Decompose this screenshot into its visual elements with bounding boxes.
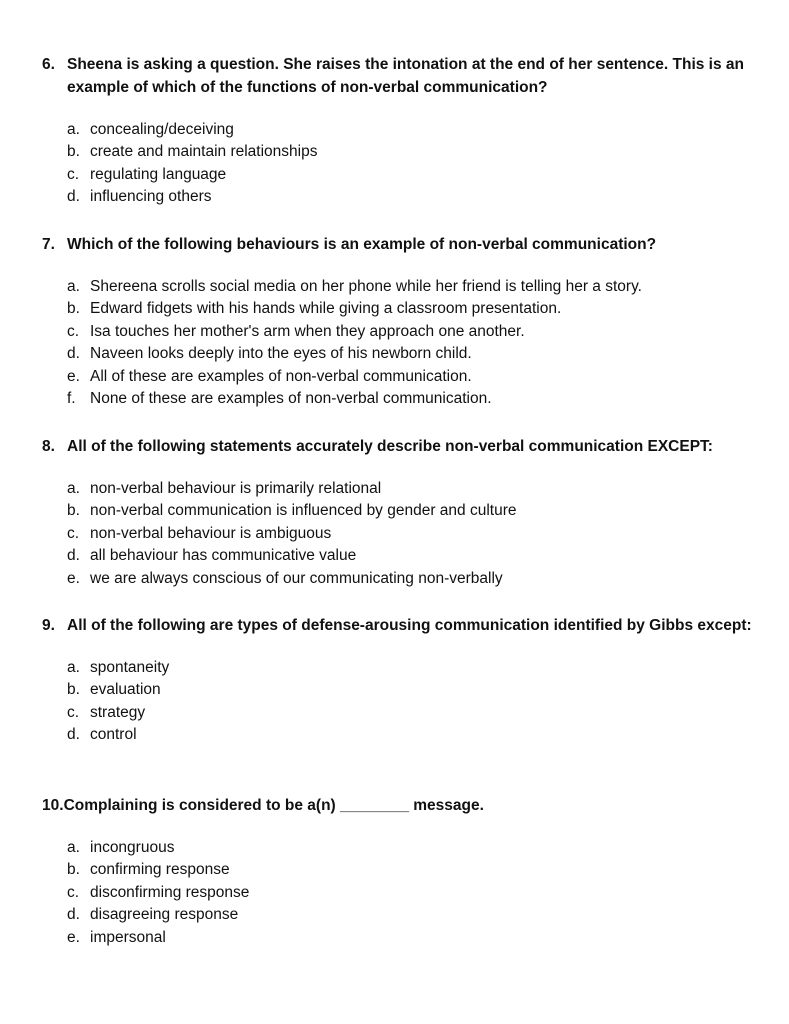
- option-item: [67, 523, 752, 545]
- option-item: [67, 164, 752, 186]
- option-item: [67, 141, 752, 163]
- option-letter: c.: [67, 703, 80, 721]
- option-letter: b.: [67, 143, 80, 161]
- option-letter: e.: [67, 367, 80, 385]
- option-item: [67, 859, 752, 881]
- question-7-stem: [42, 233, 752, 256]
- option-text: Isa touches her mother's arm when they approach one another.: [90, 322, 525, 340]
- option-text: All of these are examples of non-verbal communication.: [90, 367, 472, 385]
- option-letter: d.: [67, 906, 80, 924]
- option-letter: a.: [67, 278, 80, 295]
- option-item: [67, 657, 752, 679]
- question-number: 9.: [42, 617, 55, 634]
- question-text: All of the following are types of defense-arousing communication identified by Gibbs except:: [67, 617, 752, 634]
- question-10: [42, 794, 752, 949]
- option-item: [67, 545, 752, 567]
- option-letter: b.: [67, 502, 80, 520]
- option-letter: c.: [67, 883, 80, 901]
- option-item: [67, 276, 752, 298]
- option-item: [67, 321, 752, 343]
- question-8-stem: [42, 435, 752, 458]
- option-item: [67, 927, 752, 949]
- question-6-stem: [42, 53, 752, 99]
- question-number: 10.: [42, 797, 64, 814]
- option-item: [67, 702, 752, 724]
- question-10-stem: [42, 794, 752, 817]
- option-item: [67, 298, 752, 320]
- option-text: non-verbal behaviour is primarily relational: [90, 480, 382, 497]
- option-item: [67, 478, 752, 500]
- option-text: Naveen looks deeply into the eyes of his newborn child.: [90, 345, 472, 363]
- question-9: [42, 614, 752, 747]
- question-8: [42, 435, 752, 590]
- option-item: [67, 119, 752, 141]
- option-letter: b.: [67, 681, 80, 699]
- option-list: [42, 478, 752, 590]
- option-letter: c.: [67, 165, 80, 183]
- option-letter: e.: [67, 569, 80, 587]
- option-item: [67, 724, 752, 746]
- question-6: [42, 53, 752, 209]
- option-text: Shereena scrolls social media on her phone while her friend is telling her a story.: [90, 278, 642, 295]
- option-letter: a.: [67, 121, 80, 138]
- question-number: 7.: [42, 236, 55, 253]
- option-letter: c.: [67, 322, 80, 340]
- option-item: [67, 568, 752, 590]
- option-item: [67, 388, 752, 410]
- option-text: create and maintain relationships: [90, 143, 318, 161]
- option-item: [67, 500, 752, 522]
- option-list: [42, 837, 752, 949]
- option-item: [67, 366, 752, 388]
- option-text: Edward fidgets with his hands while giving a classroom presentation.: [90, 300, 562, 318]
- option-text: concealing/deceiving: [90, 121, 234, 138]
- option-text: non-verbal behaviour is ambiguous: [90, 524, 332, 542]
- option-text: incongruous: [90, 839, 175, 856]
- option-text: disconfirming response: [90, 883, 250, 901]
- option-item: [67, 837, 752, 859]
- option-text: confirming response: [90, 861, 230, 879]
- option-letter: c.: [67, 524, 80, 542]
- option-text: control: [90, 726, 137, 744]
- option-item: [67, 882, 752, 904]
- option-letter: a.: [67, 659, 80, 676]
- option-letter: f.: [67, 390, 76, 408]
- question-text: Which of the following behaviours is an example of non-verbal communication?: [67, 236, 657, 253]
- option-list: [42, 276, 752, 410]
- option-text: spontaneity: [90, 659, 170, 676]
- option-text: impersonal: [90, 928, 166, 946]
- option-text: influencing others: [90, 188, 212, 206]
- option-letter: d.: [67, 547, 80, 565]
- option-list: [42, 119, 752, 209]
- option-text: None of these are examples of non-verbal communication.: [90, 390, 492, 408]
- option-text: all behaviour has communicative value: [90, 547, 357, 565]
- option-item: [67, 679, 752, 701]
- option-text: evaluation: [90, 681, 161, 699]
- question-text: Sheena is asking a question. She raises the intonation at the end of her sentence. This is an example of which of the functions of non-verbal communication?: [67, 56, 744, 96]
- option-letter: e.: [67, 928, 80, 946]
- option-text: disagreeing response: [90, 906, 239, 924]
- question-text: All of the following statements accurately describe non-verbal communication EXCEPT:: [67, 438, 713, 455]
- option-letter: a.: [67, 480, 80, 497]
- option-letter: a.: [67, 839, 80, 856]
- option-text: strategy: [90, 703, 146, 721]
- option-text: regulating language: [90, 165, 227, 183]
- question-text: Complaining is considered to be a(n) ________ message.: [63, 797, 484, 814]
- question-number: 6.: [42, 56, 55, 73]
- question-7: [42, 233, 752, 410]
- option-item: [67, 186, 752, 208]
- option-letter: d.: [67, 188, 80, 206]
- option-text: non-verbal communication is influenced by gender and culture: [90, 502, 517, 520]
- option-item: [67, 904, 752, 926]
- option-letter: d.: [67, 345, 80, 363]
- option-letter: d.: [67, 726, 80, 744]
- question-9-stem: [42, 614, 752, 637]
- option-text: we are always conscious of our communicating non-verbally: [90, 569, 503, 587]
- question-number: 8.: [42, 438, 55, 455]
- option-letter: b.: [67, 300, 80, 318]
- option-letter: b.: [67, 861, 80, 879]
- option-list: [42, 657, 752, 747]
- option-item: [67, 343, 752, 365]
